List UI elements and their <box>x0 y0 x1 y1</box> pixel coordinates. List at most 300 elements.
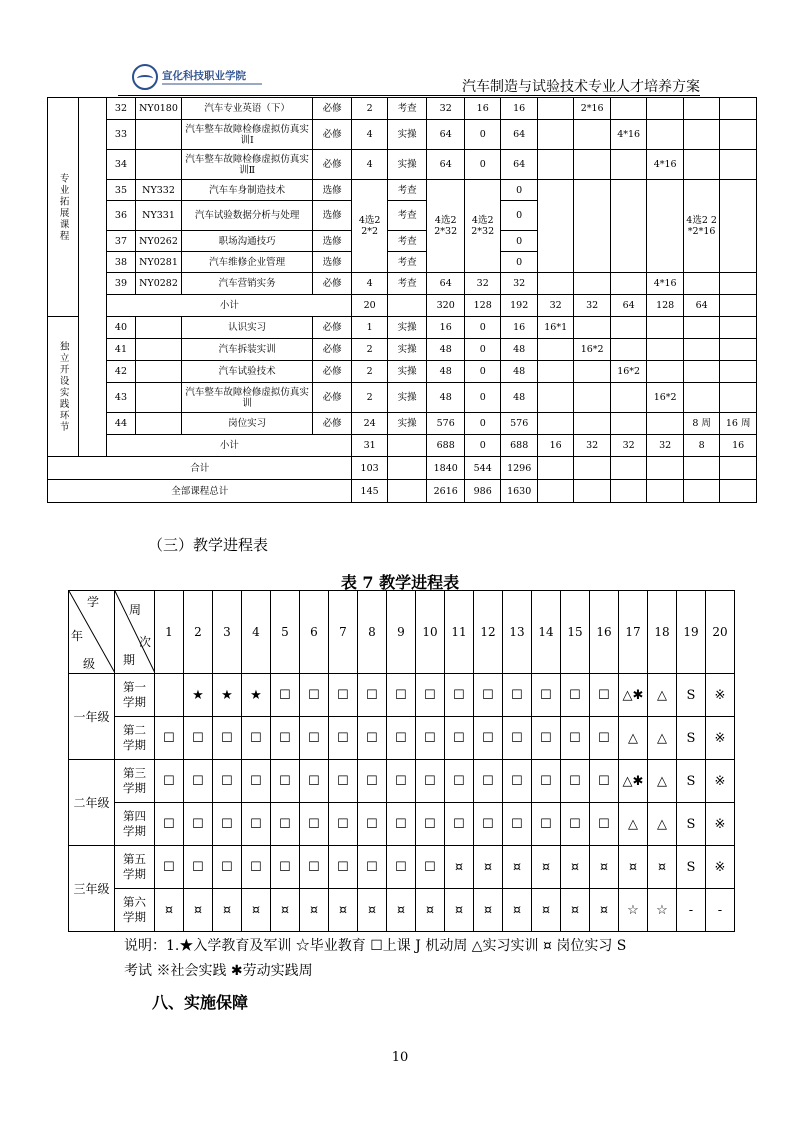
table-cell: 0 <box>464 150 500 180</box>
schedule-cell: ☐ <box>300 803 329 846</box>
table-cell: 考查 <box>387 231 427 252</box>
grade-label: 三年级 <box>69 846 115 932</box>
table-cell <box>610 273 646 295</box>
page-number: 10 <box>391 1050 409 1065</box>
table-cell: 2 <box>352 383 387 413</box>
table-cell: 4 <box>352 150 387 180</box>
schedule-cell: ☐ <box>155 803 184 846</box>
table-cell <box>647 339 683 361</box>
schedule-cell: △ <box>648 760 677 803</box>
week-number: 17 <box>619 591 648 674</box>
schedule-cell: ☐ <box>590 803 619 846</box>
schedule-cell: ¤ <box>358 889 387 932</box>
table-cell: 4*16 <box>647 150 683 180</box>
table-cell: 必修 <box>312 98 352 120</box>
table-cell: 32 <box>427 98 465 120</box>
table-cell: 986 <box>464 480 500 503</box>
schedule-cell: ☐ <box>416 760 445 803</box>
schedule-cell: ☐ <box>416 674 445 717</box>
schedule-cell: ¤ <box>416 889 445 932</box>
table-cell <box>537 180 573 273</box>
week-number: 4 <box>242 591 271 674</box>
table-cell <box>387 435 427 457</box>
hdr-char: 年 <box>71 629 84 643</box>
schedule-cell: ¤ <box>532 889 561 932</box>
schedule-cell: ☐ <box>213 760 242 803</box>
table-cell: 必修 <box>312 413 352 435</box>
table-cell: 16 周 <box>720 413 757 435</box>
course-table <box>47 97 757 503</box>
table-cell: 4选2 2*2 <box>352 180 387 273</box>
table-cell: 4*16 <box>647 273 683 295</box>
table-cell <box>537 98 573 120</box>
table-cell: 4 <box>352 120 387 150</box>
schedule-cell: ☐ <box>561 803 590 846</box>
schedule-cell: ☐ <box>213 803 242 846</box>
table-cell: 16 <box>501 98 537 120</box>
table-cell <box>537 413 573 435</box>
schedule-cell: ★ <box>184 674 213 717</box>
grade-label: 二年级 <box>69 760 115 846</box>
table-cell: 必修 <box>312 339 352 361</box>
schedule-cell: ☐ <box>387 674 416 717</box>
term-row <box>69 674 735 717</box>
schedule-cell: △ <box>648 803 677 846</box>
table-cell: 192 <box>501 295 537 317</box>
document-title: 汽车制造与试验技术专业人才培养方案 <box>462 79 700 95</box>
schedule-cell: ☐ <box>300 674 329 717</box>
table-cell <box>647 180 683 273</box>
week-number: 9 <box>387 591 416 674</box>
table-cell <box>720 98 757 120</box>
schedule-cell: ☆ <box>619 889 648 932</box>
schedule-cell: ☐ <box>503 803 532 846</box>
schedule-cell: ☐ <box>155 846 184 889</box>
table-cell <box>387 295 427 317</box>
table-cell <box>537 383 573 413</box>
schedule-cell: ★ <box>213 674 242 717</box>
table-row <box>48 98 757 120</box>
week-number: 13 <box>503 591 532 674</box>
schedule-cell: ☐ <box>445 803 474 846</box>
course-name: 汽车拆装实训 <box>182 339 312 361</box>
table-cell <box>610 317 646 339</box>
table-cell: 64 <box>610 295 646 317</box>
schedule-cell: ☐ <box>329 674 358 717</box>
table-cell: 1630 <box>501 480 537 503</box>
table-cell <box>683 150 719 180</box>
table-cell: 选修 <box>312 252 352 273</box>
table-cell: 688 <box>501 435 537 457</box>
table-cell: 1 <box>352 317 387 339</box>
subtotal-row <box>48 295 757 317</box>
schedule-cell: ☐ <box>329 760 358 803</box>
table-cell: 16*1 <box>537 317 573 339</box>
table-cell: 32 <box>610 435 646 457</box>
schedule-cell: ☐ <box>271 717 300 760</box>
table-cell: 0 <box>464 361 500 383</box>
schedule-cell: ☐ <box>532 674 561 717</box>
schedule-cell: ※ <box>706 674 735 717</box>
table-cell: 4选2 2 *2*16 <box>683 180 719 273</box>
table-row <box>48 339 757 361</box>
table-cell <box>647 480 683 503</box>
group-label: 专业拓展课程 <box>48 98 79 317</box>
table-cell: 64 <box>501 150 537 180</box>
table-cell <box>610 180 646 273</box>
term-label: 第四学期 <box>115 803 155 846</box>
table-cell: 必修 <box>312 361 352 383</box>
table-cell: NY0281 <box>135 252 182 273</box>
schedule-cell: ☐ <box>184 760 213 803</box>
table-cell: NY0282 <box>135 273 182 295</box>
schedule-cell: ☐ <box>358 717 387 760</box>
week-number: 10 <box>416 591 445 674</box>
table-cell <box>135 383 182 413</box>
schedule-cell: ¤ <box>503 889 532 932</box>
schedule-cell: ¤ <box>503 846 532 889</box>
schedule-cell: ☐ <box>358 760 387 803</box>
table-cell: 48 <box>501 339 537 361</box>
schedule-cell: △ <box>648 717 677 760</box>
table-cell: 128 <box>647 295 683 317</box>
table-cell: 576 <box>501 413 537 435</box>
course-name: 岗位实习 <box>182 413 312 435</box>
table-cell: 39 <box>107 273 135 295</box>
schedule-cell: ¤ <box>242 889 271 932</box>
table-cell <box>647 361 683 383</box>
table-cell: 40 <box>107 317 135 339</box>
table-cell: 实操 <box>387 383 427 413</box>
schedule-cell: ☐ <box>184 717 213 760</box>
schedule-cell: ¤ <box>445 889 474 932</box>
table-cell <box>683 98 719 120</box>
table-cell <box>610 413 646 435</box>
schedule-cell: ¤ <box>648 846 677 889</box>
term-row <box>69 846 735 889</box>
table-cell: 320 <box>427 295 465 317</box>
week-number: 20 <box>706 591 735 674</box>
table-row <box>48 120 757 150</box>
table-cell: 小计 <box>107 295 352 317</box>
table-cell: 16*2 <box>610 361 646 383</box>
table-cell: 考查 <box>387 98 427 120</box>
week-number: 18 <box>648 591 677 674</box>
table-cell <box>574 457 610 480</box>
table-cell: 必修 <box>312 317 352 339</box>
schedule-cell: ¤ <box>184 889 213 932</box>
table-cell: 小计 <box>107 435 352 457</box>
table-cell: 20 <box>352 295 387 317</box>
week-number: 2 <box>184 591 213 674</box>
week-number: 14 <box>532 591 561 674</box>
term-label: 第六学期 <box>115 889 155 932</box>
table-cell: 32 <box>647 435 683 457</box>
table-cell <box>647 457 683 480</box>
schedule-cell: ¤ <box>474 846 503 889</box>
week-number: 11 <box>445 591 474 674</box>
table-cell: 考查 <box>387 273 427 295</box>
table-cell <box>537 150 573 180</box>
schedule-cell: ☐ <box>503 717 532 760</box>
table-cell: 全部课程总计 <box>48 480 352 503</box>
legend-note-cont: 考试 ※社会实践 ✱劳动实践周 <box>124 963 313 979</box>
schedule-cell: ☐ <box>387 717 416 760</box>
week-number: 19 <box>677 591 706 674</box>
schedule-cell: ☐ <box>590 760 619 803</box>
schedule-cell: ☐ <box>300 846 329 889</box>
schedule-cell: ¤ <box>590 846 619 889</box>
table-cell: 42 <box>107 361 135 383</box>
table-cell <box>683 120 719 150</box>
schedule-cell: ¤ <box>590 889 619 932</box>
term-row <box>69 717 735 760</box>
table-cell: 48 <box>427 383 465 413</box>
table-cell: 16 <box>537 435 573 457</box>
schedule-cell: ★ <box>242 674 271 717</box>
schedule-cell: ¤ <box>387 889 416 932</box>
table-cell <box>720 120 757 150</box>
schedule-cell: ☐ <box>271 846 300 889</box>
table-cell: 24 <box>352 413 387 435</box>
week-number: 15 <box>561 591 590 674</box>
blank-cell <box>79 98 107 457</box>
course-name: 汽车试验技术 <box>182 361 312 383</box>
table-cell: 4选2 2*32 <box>464 180 500 273</box>
table-cell: 64 <box>683 295 719 317</box>
table-cell: 选修 <box>312 201 352 231</box>
schedule-cell: ※ <box>706 846 735 889</box>
table-cell <box>610 457 646 480</box>
table-cell <box>683 457 719 480</box>
table-cell: 8 <box>683 435 719 457</box>
table-cell: 0 <box>501 231 537 252</box>
schedule-cell: △ <box>648 674 677 717</box>
table-cell: NY0262 <box>135 231 182 252</box>
section-implementation: 八、实施保障 <box>152 993 249 1012</box>
table-cell <box>537 361 573 383</box>
table-cell <box>683 361 719 383</box>
table-cell <box>387 457 427 480</box>
table-cell: 0 <box>464 339 500 361</box>
hdr-char: 期 <box>123 653 136 667</box>
schedule-header-row <box>69 591 735 674</box>
schedule-cell: ☐ <box>155 717 184 760</box>
week-number: 5 <box>271 591 300 674</box>
week-number: 1 <box>155 591 184 674</box>
table-cell: 34 <box>107 150 135 180</box>
table-cell: 0 <box>464 120 500 150</box>
course-name: 认识实习 <box>182 317 312 339</box>
course-name: 汽车整车故障检修虚拟仿真实训Ⅱ <box>182 150 312 180</box>
table-cell: 必修 <box>312 150 352 180</box>
table-cell: 16 <box>501 317 537 339</box>
schedule-cell: ¤ <box>300 889 329 932</box>
hdr-char: 学 <box>87 595 100 609</box>
schedule-cell: ¤ <box>329 889 358 932</box>
table-cell <box>135 361 182 383</box>
table-cell <box>135 339 182 361</box>
table-cell: 64 <box>427 273 465 295</box>
table-cell <box>537 120 573 150</box>
table-cell: 16*2 <box>574 339 610 361</box>
table-cell: 32 <box>574 295 610 317</box>
table-cell: 32 <box>574 435 610 457</box>
table-cell: 32 <box>537 295 573 317</box>
table-cell: 实操 <box>387 361 427 383</box>
schedule-cell: △✱ <box>619 760 648 803</box>
page-header <box>118 62 700 96</box>
schedule-cell: ☐ <box>387 803 416 846</box>
week-number: 8 <box>358 591 387 674</box>
table-cell: 1840 <box>427 457 465 480</box>
table-cell: NY332 <box>135 180 182 201</box>
schedule-cell: S <box>677 717 706 760</box>
table-cell <box>647 413 683 435</box>
table-cell: 688 <box>427 435 465 457</box>
schedule-cell: ☐ <box>561 717 590 760</box>
course-name: 汽车试验数据分析与处理 <box>182 201 312 231</box>
table-row <box>48 383 757 413</box>
table-cell: 16 <box>464 98 500 120</box>
table-cell: 32 <box>464 273 500 295</box>
term-label: 第三学期 <box>115 760 155 803</box>
table-cell <box>387 480 427 503</box>
table-cell: 38 <box>107 252 135 273</box>
schedule-cell: S <box>677 803 706 846</box>
table-cell: 37 <box>107 231 135 252</box>
table-cell <box>537 457 573 480</box>
table-cell: 2616 <box>427 480 465 503</box>
course-name: 汽车专业英语（下） <box>182 98 312 120</box>
table-cell <box>720 361 757 383</box>
schedule-cell: S <box>677 674 706 717</box>
table-cell: 0 <box>464 383 500 413</box>
schedule-cell: ☐ <box>329 803 358 846</box>
table-row <box>48 361 757 383</box>
schedule-cell: ☐ <box>532 717 561 760</box>
table-cell <box>683 339 719 361</box>
table-cell: 2 <box>352 361 387 383</box>
schedule-cell: ☐ <box>213 717 242 760</box>
logo-underline <box>162 83 262 85</box>
table-cell <box>683 480 719 503</box>
table-cell: 32 <box>501 273 537 295</box>
table-cell: 0 <box>464 413 500 435</box>
table-row <box>48 150 757 180</box>
schedule-cell: ☐ <box>474 674 503 717</box>
term-label: 第二学期 <box>115 717 155 760</box>
hdr-char: 周 <box>129 603 142 617</box>
table-cell: 576 <box>427 413 465 435</box>
table-cell: 16 <box>427 317 465 339</box>
table-cell: 31 <box>352 435 387 457</box>
schedule-cell: ¤ <box>532 846 561 889</box>
schedule-cell: ☐ <box>358 803 387 846</box>
schedule-cell <box>155 674 184 717</box>
course-name: 汽车车身制造技术 <box>182 180 312 201</box>
schedule-cell: ¤ <box>619 846 648 889</box>
schedule-cell: ※ <box>706 717 735 760</box>
table-cell: 48 <box>427 361 465 383</box>
term-row <box>69 760 735 803</box>
table-cell <box>720 317 757 339</box>
table-cell <box>574 413 610 435</box>
table-cell <box>720 339 757 361</box>
table-cell <box>610 383 646 413</box>
grade-label: 一年级 <box>69 674 115 760</box>
week-number: 16 <box>590 591 619 674</box>
schedule-cell: ※ <box>706 803 735 846</box>
table-cell <box>537 273 573 295</box>
legend-note: 说明：1.★入学教育及军训 ☆毕业教育 ☐上课 J 机动周 △实习实训 ¤ 岗位实习 S <box>124 938 627 954</box>
schedule-cell: S <box>677 846 706 889</box>
table-cell <box>135 413 182 435</box>
schedule-table <box>68 590 735 932</box>
schedule-cell: ☐ <box>242 846 271 889</box>
schedule-cell: ☐ <box>271 760 300 803</box>
table-cell <box>647 98 683 120</box>
term-label: 第一学期 <box>115 674 155 717</box>
schedule-cell: ☐ <box>474 803 503 846</box>
table-cell <box>720 383 757 413</box>
table-cell: 8 周 <box>683 413 719 435</box>
table-cell: 4*16 <box>610 120 646 150</box>
schedule-cell: ☐ <box>387 846 416 889</box>
table-cell <box>610 480 646 503</box>
term-row <box>69 889 735 932</box>
schedule-cell: ☐ <box>503 674 532 717</box>
schedule-cell: ☐ <box>271 674 300 717</box>
hdr-char: 级 <box>83 657 96 671</box>
table-cell: 考查 <box>387 252 427 273</box>
schedule-cell: ¤ <box>561 889 590 932</box>
diagonal-header <box>69 591 115 674</box>
course-name: 汽车整车故障检修虚拟仿真实训 <box>182 383 312 413</box>
schedule-cell: ☐ <box>474 760 503 803</box>
schedule-cell: ☐ <box>387 760 416 803</box>
table-cell: 544 <box>464 457 500 480</box>
table-cell <box>574 317 610 339</box>
table-cell <box>720 295 757 317</box>
table-cell <box>610 150 646 180</box>
table-cell <box>135 317 182 339</box>
table-cell <box>683 273 719 295</box>
table-cell: 实操 <box>387 317 427 339</box>
table-cell <box>574 273 610 295</box>
table-row <box>48 180 757 201</box>
schedule-cell: ☐ <box>561 674 590 717</box>
table-cell: 48 <box>501 383 537 413</box>
table-cell <box>610 98 646 120</box>
schedule-cell: ☐ <box>242 803 271 846</box>
table-cell: 64 <box>427 150 465 180</box>
schedule-cell: ☐ <box>300 760 329 803</box>
table-cell: 32 <box>107 98 135 120</box>
header-rule <box>118 95 700 96</box>
schedule-cell: - <box>706 889 735 932</box>
table-cell <box>720 457 757 480</box>
table-cell <box>135 120 182 150</box>
course-name: 职场沟通技巧 <box>182 231 312 252</box>
table-cell: 16 <box>720 435 757 457</box>
schedule-cell: ☆ <box>648 889 677 932</box>
diagonal-header <box>115 591 155 674</box>
table-cell: 必修 <box>312 120 352 150</box>
schedule-cell: ☐ <box>445 760 474 803</box>
schedule-cell: ☐ <box>155 760 184 803</box>
table-cell <box>720 273 757 295</box>
